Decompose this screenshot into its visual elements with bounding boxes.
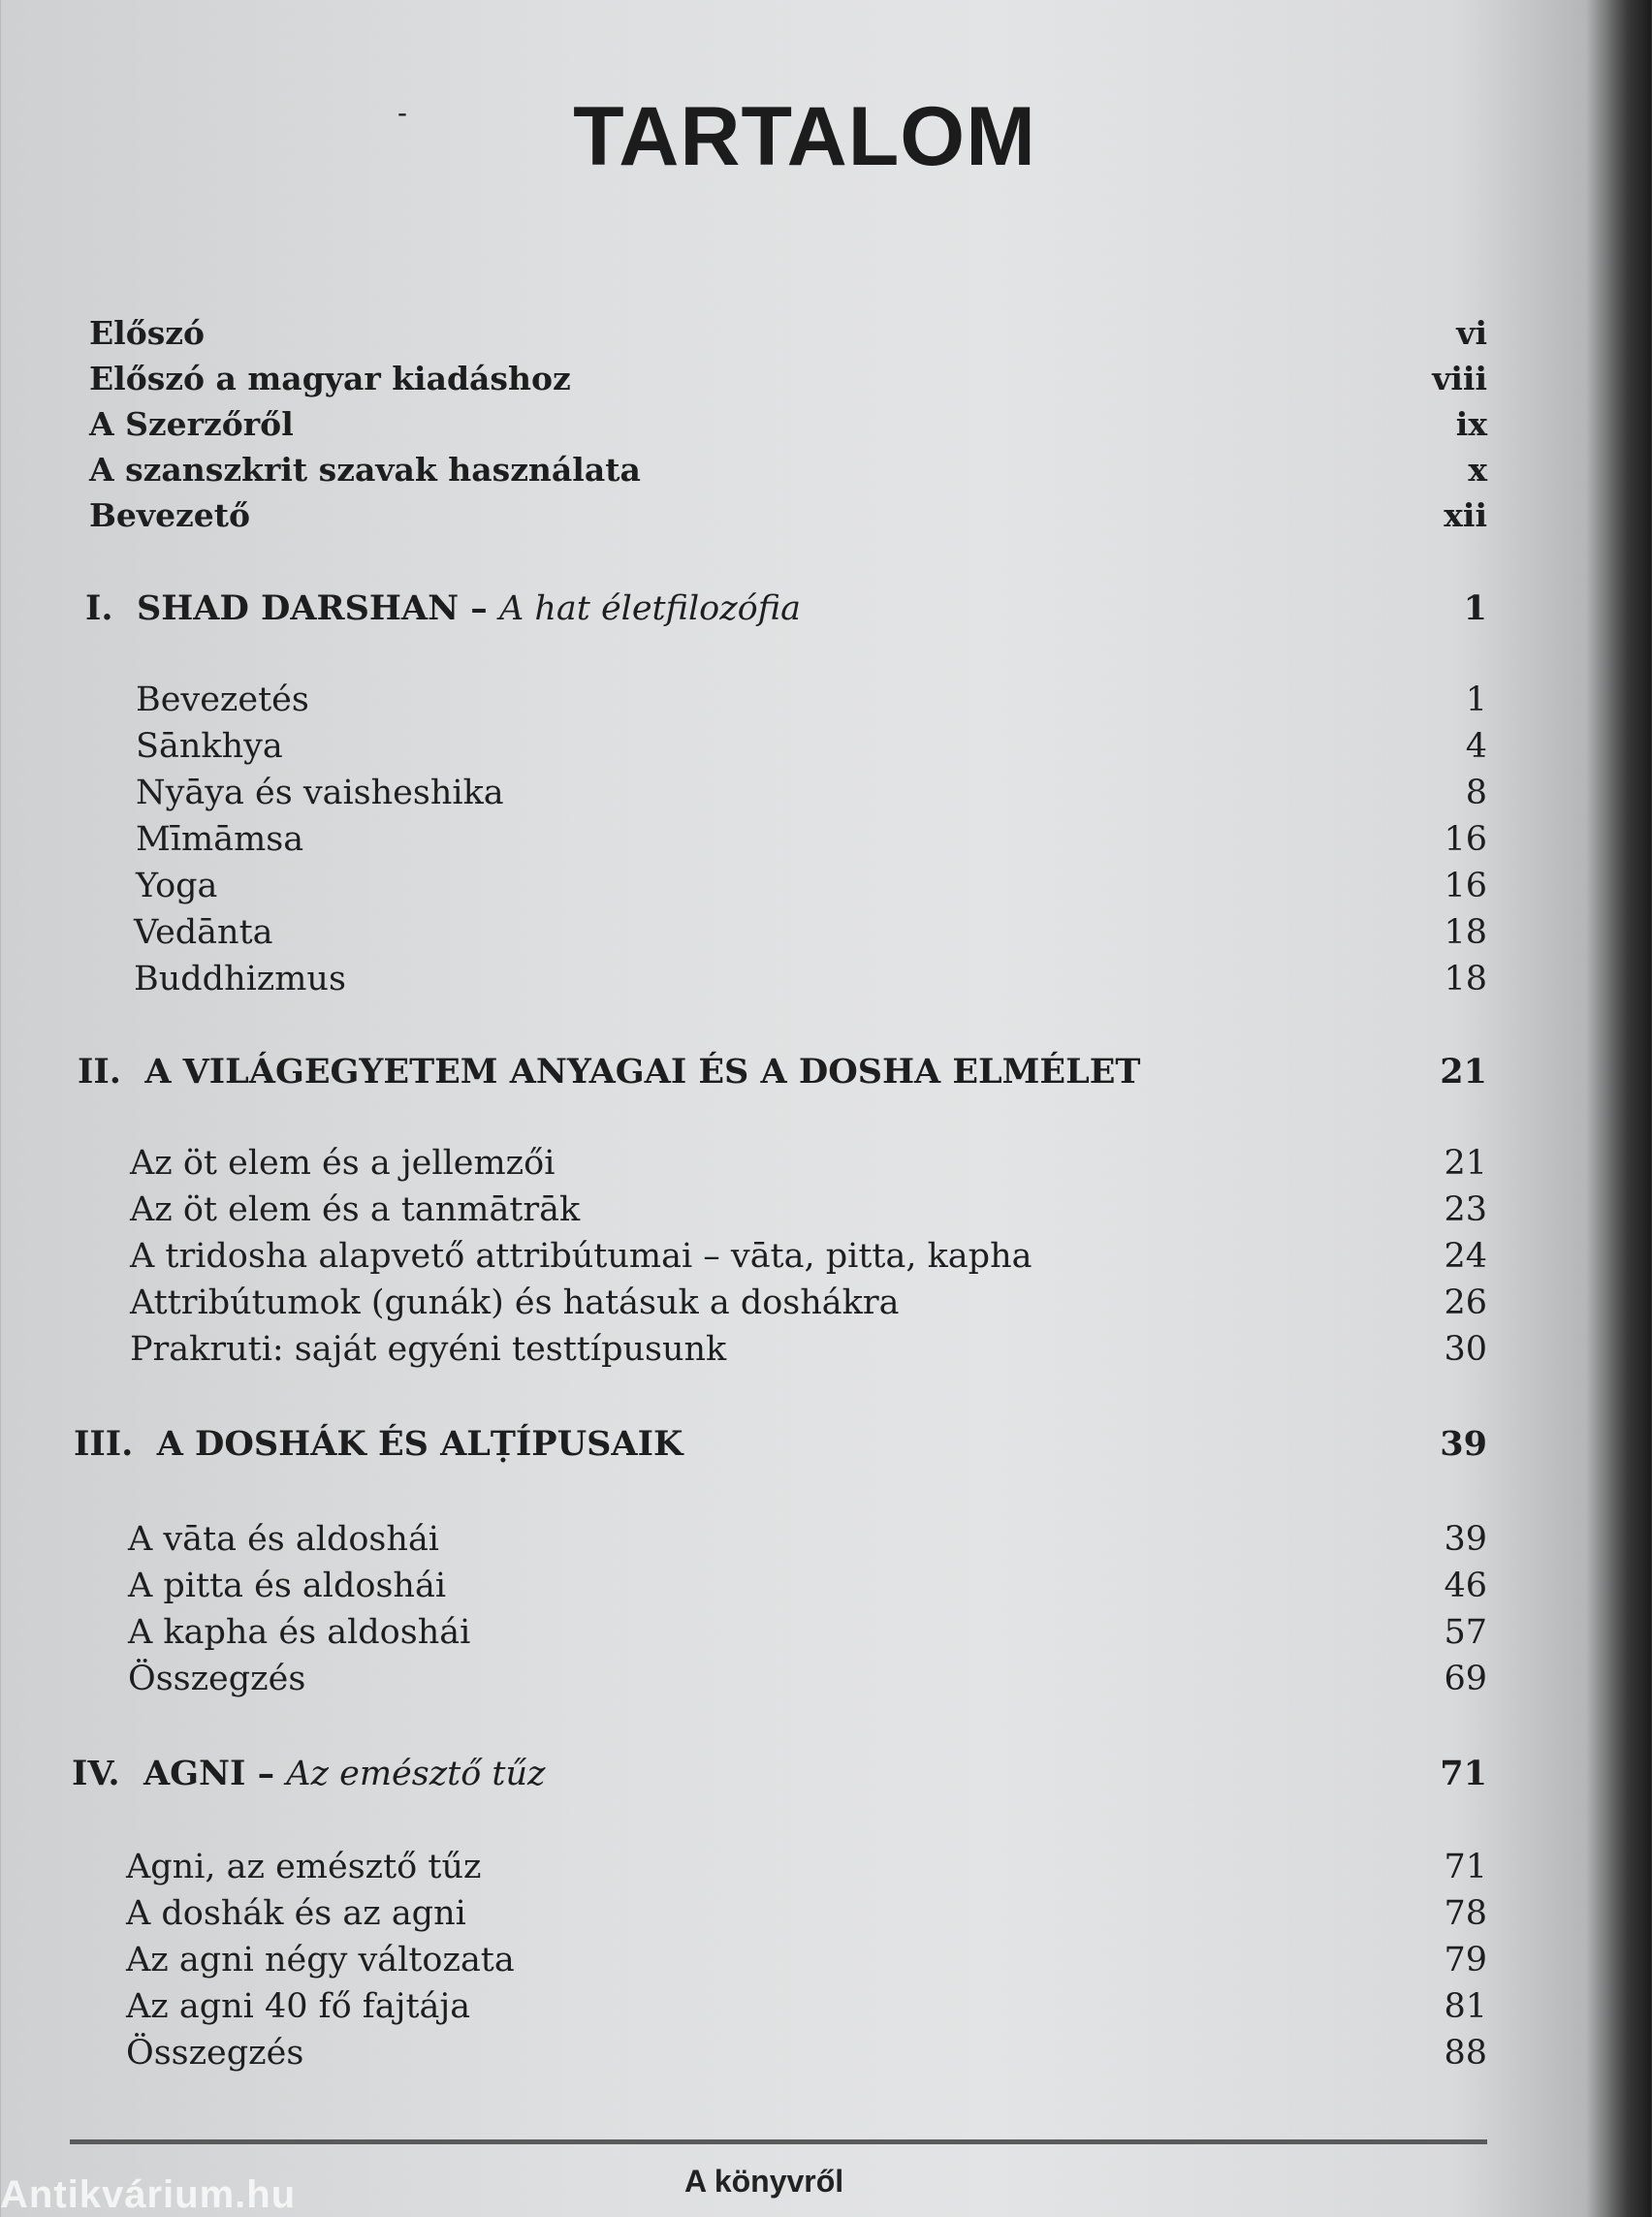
toc-entry xyxy=(128,1658,1487,1700)
entry-label: A doshák és az agni xyxy=(126,1894,466,1933)
entry-page: 78 xyxy=(1444,1894,1487,1933)
page-title: TARTALOM xyxy=(573,90,1036,183)
chapter-number: IV. xyxy=(72,1754,120,1793)
entry-page: 18 xyxy=(1444,960,1487,998)
title-mark: - xyxy=(397,97,407,129)
front-matter-page: x xyxy=(1468,451,1487,489)
front-matter-item xyxy=(89,403,1487,446)
chapter-title: SHAD DARSHAN xyxy=(136,588,460,628)
entry-label: Az öt elem és a jellemzői xyxy=(130,1144,556,1183)
entry-label: Az öt elem és a tanmātrāk xyxy=(130,1190,581,1229)
entry-page: 4 xyxy=(1465,727,1487,766)
toc-entry xyxy=(136,865,1487,907)
chapter-title: A VILÁGEGYETEM ANYAGAI ÉS A DOSHA ELMÉLET xyxy=(144,1052,1141,1092)
entry-page: 1 xyxy=(1465,681,1487,719)
entry-page: 81 xyxy=(1444,1987,1487,2026)
entry-page: 16 xyxy=(1444,867,1487,905)
front-matter-page: ix xyxy=(1455,405,1487,443)
chapter-heading xyxy=(78,1051,1487,1093)
entry-page: 26 xyxy=(1444,1283,1487,1322)
chapter-heading-text xyxy=(78,1051,1140,1093)
entry-label: A pitta és aldoshái xyxy=(128,1567,447,1605)
chapter-heading-text xyxy=(85,587,801,630)
toc-entry xyxy=(136,772,1487,814)
toc-entry xyxy=(128,1611,1487,1654)
toc-entry xyxy=(126,1846,1487,1888)
front-matter-label: A szanszkrit szavak használata xyxy=(89,451,641,489)
toc-entry xyxy=(130,1142,1487,1185)
toc-entry xyxy=(134,911,1487,954)
entry-label: Mīmāmsa xyxy=(136,820,304,859)
chapter-heading-text xyxy=(74,1423,683,1466)
front-matter-page: xii xyxy=(1444,496,1487,534)
chapter-number: III. xyxy=(74,1424,134,1464)
front-matter-item xyxy=(89,358,1487,400)
chapter-heading xyxy=(72,1753,1487,1795)
toc-entry xyxy=(130,1282,1487,1324)
entry-page: 69 xyxy=(1444,1660,1487,1698)
chapter-title: AGNI xyxy=(143,1754,246,1793)
footer-divider xyxy=(70,2139,1487,2144)
entry-page: 39 xyxy=(1444,1520,1487,1559)
entry-page: 88 xyxy=(1444,2034,1487,2073)
chapter-page: 71 xyxy=(1440,1754,1487,1793)
entry-label: A vāta és aldoshái xyxy=(128,1520,439,1559)
front-matter-label: Bevezető xyxy=(89,496,251,534)
toc-entry xyxy=(126,1985,1487,2028)
front-matter-label: Előszó a magyar kiadáshoz xyxy=(89,360,571,397)
chapter-page: 1 xyxy=(1463,588,1487,628)
toc-entry xyxy=(126,2032,1487,2074)
entry-page: 46 xyxy=(1444,1567,1487,1605)
chapter-subtitle: Az emésztő tűz xyxy=(286,1755,546,1793)
toc-entry xyxy=(134,958,1487,1000)
entry-label: A kapha és aldoshái xyxy=(128,1613,471,1652)
entry-label: Bevezetés xyxy=(136,681,309,719)
chapter-number: I. xyxy=(85,588,113,628)
entry-label: Agni, az emésztő tűz xyxy=(126,1848,482,1886)
chapter-heading-text xyxy=(72,1753,545,1795)
entry-label: Buddhizmus xyxy=(134,960,346,998)
entry-label: Yoga xyxy=(136,867,218,905)
front-matter-label: Előszó xyxy=(89,314,206,352)
front-matter-page: viii xyxy=(1432,360,1487,397)
entry-label: Attribútumok (gunák) és hatásuk a doshákra xyxy=(130,1283,900,1322)
entry-page: 18 xyxy=(1444,913,1487,952)
entry-label: Prakruti: saját egyéni testtípusunk xyxy=(130,1330,727,1369)
toc-entry xyxy=(128,1565,1487,1607)
chapter-subtitle: A hat életfilozófia xyxy=(498,589,801,628)
toc-entry xyxy=(130,1328,1487,1371)
entry-label: Az agni négy változata xyxy=(126,1941,515,1979)
entry-label: Nyāya és vaisheshika xyxy=(136,774,504,812)
entry-page: 57 xyxy=(1444,1613,1487,1652)
chapter-heading xyxy=(74,1423,1487,1466)
front-matter-item xyxy=(89,494,1487,537)
entry-label: Az agni 40 fő fajtája xyxy=(126,1987,471,2026)
watermark-logo: Antikvárium.hu xyxy=(0,2173,297,2216)
entry-page: 71 xyxy=(1444,1848,1487,1886)
entry-page: 21 xyxy=(1444,1144,1487,1183)
chapter-title: A DOSHÁK ÉS ALṬÍPUSAIK xyxy=(156,1424,683,1464)
toc-entry xyxy=(130,1188,1487,1231)
entry-label: Vedānta xyxy=(134,913,273,952)
footer-link[interactable]: A könyvről xyxy=(684,2164,844,2199)
entry-label: Összegzés xyxy=(126,2034,304,2073)
toc-entry xyxy=(126,1892,1487,1935)
chapter-number: II. xyxy=(78,1052,121,1092)
toc-entry xyxy=(130,1235,1487,1278)
entry-page: 30 xyxy=(1444,1330,1487,1369)
chapter-separator: – xyxy=(459,588,499,628)
front-matter-item xyxy=(89,449,1487,491)
entry-page: 8 xyxy=(1465,774,1487,812)
chapter-page: 39 xyxy=(1440,1424,1487,1464)
entry-label: Sānkhya xyxy=(136,727,283,766)
front-matter-item xyxy=(89,312,1487,355)
entry-page: 24 xyxy=(1444,1237,1487,1276)
toc-entry xyxy=(126,1939,1487,1981)
entry-label: A tridosha alapvető attribútumai – vāta, pitta, kapha xyxy=(130,1237,1032,1276)
entry-label: Összegzés xyxy=(128,1660,306,1698)
entry-page: 23 xyxy=(1444,1190,1487,1229)
chapter-heading xyxy=(85,587,1487,630)
toc-entry xyxy=(136,725,1487,768)
chapter-separator: – xyxy=(245,1754,287,1793)
entry-page: 16 xyxy=(1444,820,1487,859)
front-matter-label: A Szerzőről xyxy=(89,405,294,443)
toc-entry xyxy=(136,818,1487,861)
front-matter-page: vi xyxy=(1456,314,1487,352)
toc-entry xyxy=(136,679,1487,721)
toc-entry xyxy=(128,1518,1487,1561)
entry-page: 79 xyxy=(1444,1941,1487,1979)
chapter-page: 21 xyxy=(1440,1052,1487,1092)
